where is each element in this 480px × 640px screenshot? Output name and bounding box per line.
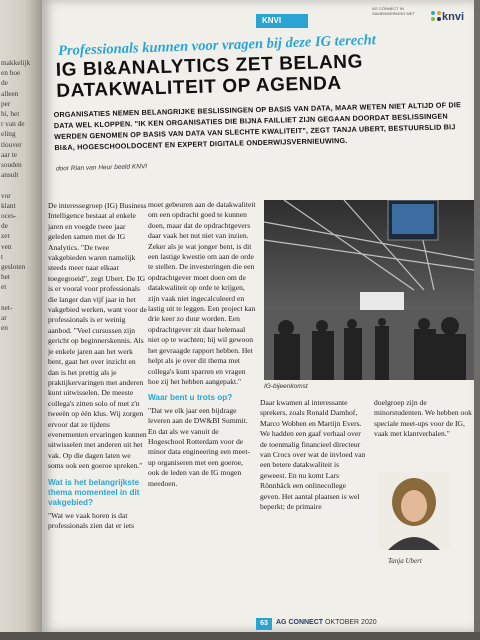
portrait-photo xyxy=(378,472,450,550)
column-2-subhead: Waar bent u trots op? xyxy=(148,393,233,403)
section-tab: KNVI xyxy=(256,14,308,28)
left-page-fragment: r van de xyxy=(1,119,25,129)
publication-line xyxy=(276,619,377,626)
headline-line-2: DATAKWALITEIT OP AGENDA xyxy=(56,72,342,102)
portrait-image xyxy=(378,472,450,550)
knvi-logo-icon xyxy=(430,10,442,22)
column-2-paragraph-1: moet gebeuren aan de datakwaliteit om een opdracht goed te kunnen doen, maar dat de opdrachtgevers daar vaak het nut niet van inzien. Zeker als je wat jonger bent, is dit een lastige kwestie om aan de orde te stellen. De investeringen die een opdrachtgever moet doen om de datakwaliteit op orde te krijgen, zijn vaak niet ingecalculeerd en lastig uit te leggen. Een project kan drie keer zo duur worden. Een opdrachtgever zit daar helemaal niet op te wachten; hij wil gewoon het gevraagde rapport hebben. Het helpt als je over dit thema met collega's kunt sparren en vragen hoe zij het hebben aangepakt." xyxy=(148,200,256,386)
column-4 xyxy=(374,398,474,440)
page-footer xyxy=(256,618,436,630)
event-photo xyxy=(264,200,474,380)
left-page-fragment: en xyxy=(1,323,8,333)
column-2-paragraph-2: "Dat we elk jaar een bijdrage leveren aan de DW&BI Summit. En dat als we vanuit de Hogeschool Rotterdam voor de minor data engineering een meet-up organiseren met een goeroe, ook de leden van de IG mogen meedoen. xyxy=(148,405,251,488)
table-surface xyxy=(0,632,480,640)
portrait-caption: Tanja Ubert xyxy=(388,557,422,565)
left-page-fragment: ven xyxy=(1,241,12,251)
article-lead: ORGANISATIES NEMEN BELANGRIJKE BESLISSINGEN OP BASIS VAN DATA, MAAR WETEN NIET ALTIJD OF DIE DATA WEL KLOPPEN. "IK KEN ORGANISATIES DIE BIJNA FAILLIET ZIJN GEGAAN DOORDAT BESLISSINGEN WERDEN GENOMEN OP BASIS VAN DATA VAN SLECHTE KWALITEIT", ZEGT TANJA UBERT, BESTUURSLID BIJ BI&A, HOGESCHOOLDOCENT EN EXPERT DIGITALE ONDERWIJSVERNIEUWING. xyxy=(53,100,462,153)
left-page-fragment: ansult xyxy=(1,170,19,180)
column-1 xyxy=(48,201,148,532)
left-page-fragment: t xyxy=(1,251,4,261)
article-byline: door Rian van Heur beeld KNVI xyxy=(55,163,148,173)
left-page-fragment: tlouver xyxy=(1,139,22,149)
left-page-fragment: aar te xyxy=(1,149,17,159)
column-1-paragraph-1: De interessegroep (IG) Business Intelligence bestaat al enkele jaren en voegde twee jaar geleden samen met de IG Analytics. "De twee vakgebieden waren namelijk steeds meer naar elkaar toegegroeid", zegt Ubert. De IG is er vooral voor professionals die langer dan vijf jaar in het vakgebied werken, want voor de professionals is er weinig aanbod. "Veel cursussen zijn gericht op beginnerskennis. Als je enkele jaren aan het werk bent, gaat het over inzicht en dan is het prettig als je praktijkervaringen met anderen kunt uitwisselen. De meeste collega's zitten solo of met z'n tweeën op één klus. Wij zorgen ervoor dat ze tijdens evenementen ervaringen kunnen uitwisselen met anderen uit het vak. Op die dagen laten we soms ook een goeroe spreken." xyxy=(48,201,147,471)
knvi-logo xyxy=(372,4,465,30)
logo-subtitle: AG CONNECT IN SAMENWERKING MET xyxy=(372,6,415,16)
left-page-fragment: oces- xyxy=(1,211,17,220)
publication-name: AG CONNECT xyxy=(276,619,324,626)
left-page-fragment: klant xyxy=(1,200,16,210)
left-page-fragment: souden xyxy=(1,160,22,169)
column-2 xyxy=(148,200,256,489)
left-page-fragment: gesloten xyxy=(1,262,26,271)
left-page-fragment: makkelijk xyxy=(1,58,31,67)
left-page-fragment: alleen xyxy=(1,88,19,98)
left-page-edge xyxy=(0,0,42,640)
photo-caption: IG-bijeenkomst xyxy=(264,383,308,390)
magazine-page xyxy=(42,0,474,632)
left-page-fragment: vor xyxy=(1,190,11,200)
left-page-fragment: en hoe xyxy=(1,68,21,78)
column-3 xyxy=(260,398,366,512)
left-page-fragment: eling xyxy=(1,129,16,139)
page-number: 63 xyxy=(256,618,272,630)
left-page-fragment: de xyxy=(1,221,8,231)
left-page-fragment: et xyxy=(1,282,7,292)
headline-line-1: IG BI&ANALYTICS ZET BELANG xyxy=(55,51,364,81)
left-page-fragment: het xyxy=(1,272,10,282)
logo-word: knvi xyxy=(442,11,465,23)
left-page-fragment: de xyxy=(1,78,8,88)
column-4-paragraph-1: doelgroep zijn de minorstudenten. We hebben ook speciale meet-ups voor de IG, vaak met klantverhalen." xyxy=(374,398,472,439)
left-page-fragment: hi, het xyxy=(1,109,20,118)
column-3-paragraph-1: Daar kwamen al interessante sprekers, zoals Ronald Damhof, Marco Wobben en Martijn Evers. We hadden een gaaf verhaal over de toenmalig financieel directeur van Crocs over wat de invloed van een betere datakwaliteit is geweest. En nu komt Lars Rönnbäck een onlinecollege geven. Het aantal plaatsen is wel beperkt; de primaire xyxy=(260,398,366,512)
left-page-fragment: net- xyxy=(1,302,13,312)
article-kicker: Professionals kunnen voor vragen bij deze IG terecht xyxy=(57,32,376,60)
left-page-fragment: ar xyxy=(1,313,7,322)
publication-date: OKTOBER 2020 xyxy=(325,619,377,626)
event-photo-image xyxy=(264,200,474,380)
left-page-fragment: zer xyxy=(1,231,10,241)
left-page-fragment: per xyxy=(1,98,11,108)
column-1-subhead: Wat is het belangrijkste thema momenteel in dit vakgebied? xyxy=(48,477,140,508)
column-1-paragraph-2: "Wat we vaak horen is dat professionals zien dat er iets xyxy=(48,510,135,531)
